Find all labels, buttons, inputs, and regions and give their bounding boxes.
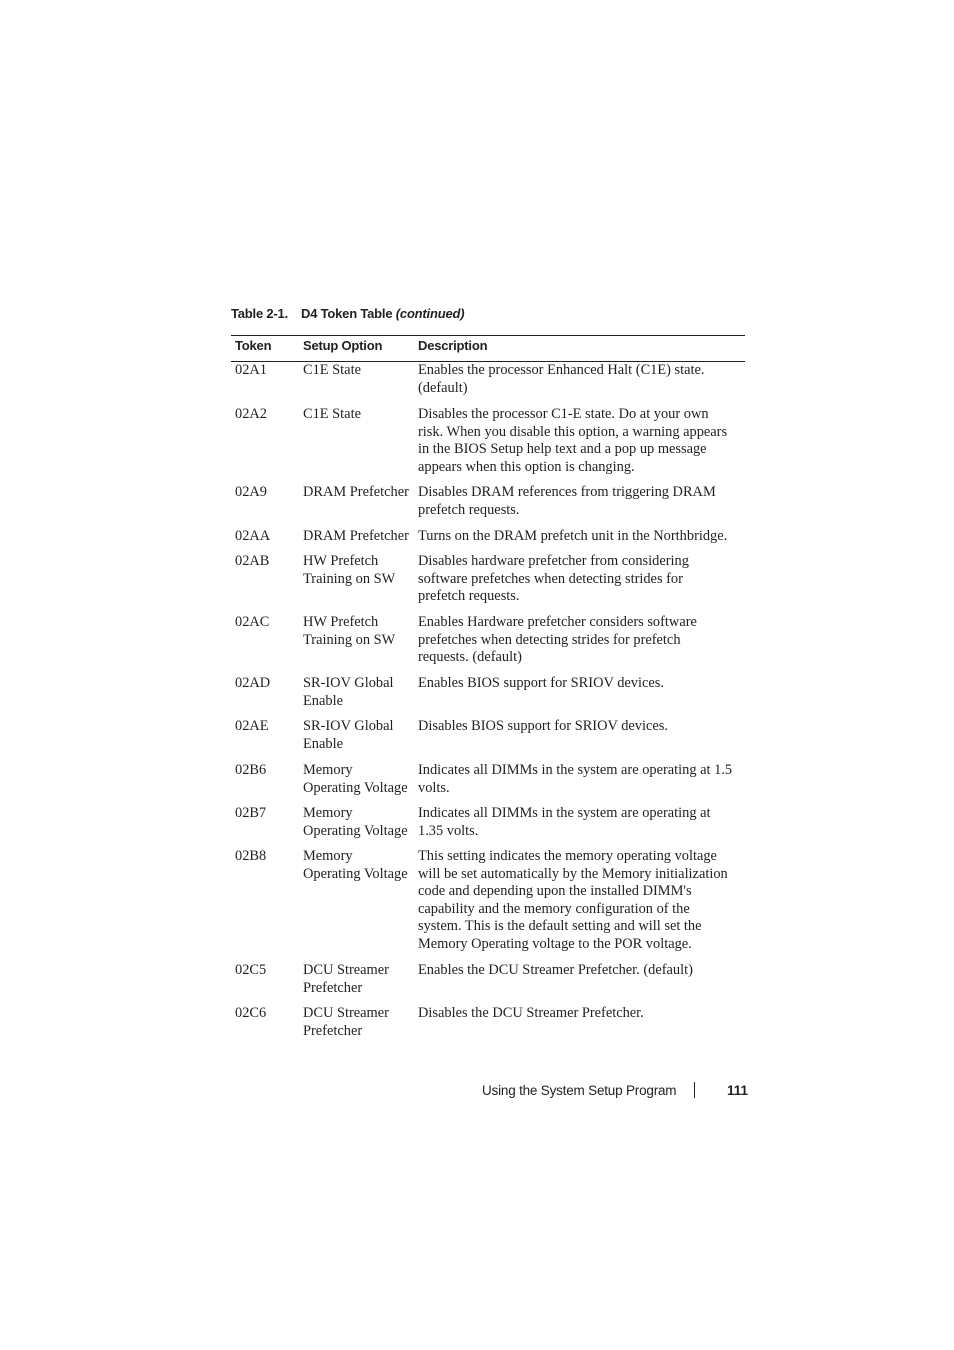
token-cell: 02AE bbox=[235, 718, 269, 734]
setup-option-cell: Memory Operating Voltage bbox=[303, 848, 408, 882]
setup-option-cell: DRAM Prefetcher bbox=[303, 528, 409, 544]
description-cell: Turns on the DRAM prefetch unit in the Northbridge. bbox=[418, 528, 728, 544]
setup-option-cell: HW Prefetch Training on SW bbox=[303, 553, 396, 587]
description-cell: Disables the DCU Streamer Prefetcher. bbox=[418, 1005, 644, 1021]
column-header-description: Description bbox=[418, 338, 488, 353]
setup-option-cell: DCU Streamer Prefetcher bbox=[303, 1005, 389, 1039]
token-cell: 02B6 bbox=[235, 762, 267, 778]
token-cell: 02AB bbox=[235, 553, 270, 569]
description-cell: Enables the DCU Streamer Prefetcher. (default) bbox=[418, 962, 693, 978]
token-cell: 02AC bbox=[235, 614, 270, 630]
setup-option-cell: DCU Streamer Prefetcher bbox=[303, 962, 389, 996]
setup-option-cell: C1E State bbox=[303, 406, 361, 422]
description-cell: This setting indicates the memory operating voltage will be set automatically by the Memory initialization code and depending upon the installed DIMM's capability and the memory configuration of the system. This is the default setting and will set the Memory Operating voltage to the POR voltage. bbox=[418, 848, 728, 952]
token-cell: 02A9 bbox=[235, 484, 267, 500]
token-cell: 02C5 bbox=[235, 962, 267, 978]
setup-option-cell: Memory Operating Voltage bbox=[303, 805, 408, 839]
description-cell: Indicates all DIMMs in the system are operating at 1.5 volts. bbox=[418, 762, 733, 796]
page-number: 111 bbox=[727, 1083, 749, 1098]
table-top-rule bbox=[231, 335, 745, 336]
description-cell: Disables hardware prefetcher from considering software prefetches when detecting strides for prefetch requests. bbox=[418, 553, 689, 605]
description-cell: Disables the processor C1-E state. Do at your own risk. When you disable this option, a warning appears in the BIOS Setup help text and a pop up message appears when this option is changing. bbox=[418, 406, 728, 475]
setup-option-cell: SR-IOV Global Enable bbox=[303, 675, 394, 709]
token-cell: 02A2 bbox=[235, 406, 267, 422]
token-cell: 02AD bbox=[235, 675, 271, 691]
token-cell: 02A1 bbox=[235, 362, 267, 378]
description-cell: Disables DRAM references from triggering DRAM prefetch requests. bbox=[418, 484, 716, 518]
table-title: D4 Token Table bbox=[301, 306, 393, 321]
description-cell: Disables BIOS support for SRIOV devices. bbox=[418, 718, 668, 734]
table-continued-label: (continued) bbox=[395, 306, 465, 321]
setup-option-cell: C1E State bbox=[303, 362, 361, 378]
token-cell: 02AA bbox=[235, 528, 271, 544]
column-header-token: Token bbox=[235, 338, 272, 353]
setup-option-cell: DRAM Prefetcher bbox=[303, 484, 409, 500]
table-number: Table 2-1. bbox=[231, 306, 289, 321]
description-cell: Indicates all DIMMs in the system are operating at 1.35 volts. bbox=[418, 805, 711, 839]
table-caption bbox=[231, 306, 464, 321]
footer-separator bbox=[694, 1082, 695, 1098]
setup-option-cell: HW Prefetch Training on SW bbox=[303, 614, 396, 648]
description-cell: Enables Hardware prefetcher considers software prefetches when detecting strides for prefetch requests. (default) bbox=[418, 614, 697, 666]
setup-option-cell: Memory Operating Voltage bbox=[303, 762, 408, 796]
token-cell: 02B7 bbox=[235, 805, 267, 821]
footer-section-title: Using the System Setup Program bbox=[482, 1083, 677, 1098]
description-cell: Enables the processor Enhanced Halt (C1E) state. (default) bbox=[418, 362, 705, 396]
token-cell: 02B8 bbox=[235, 848, 267, 864]
column-header-setup-option: Setup Option bbox=[303, 338, 383, 353]
description-cell: Enables BIOS support for SRIOV devices. bbox=[418, 675, 664, 691]
token-cell: 02C6 bbox=[235, 1005, 267, 1021]
setup-option-cell: SR-IOV Global Enable bbox=[303, 718, 394, 752]
